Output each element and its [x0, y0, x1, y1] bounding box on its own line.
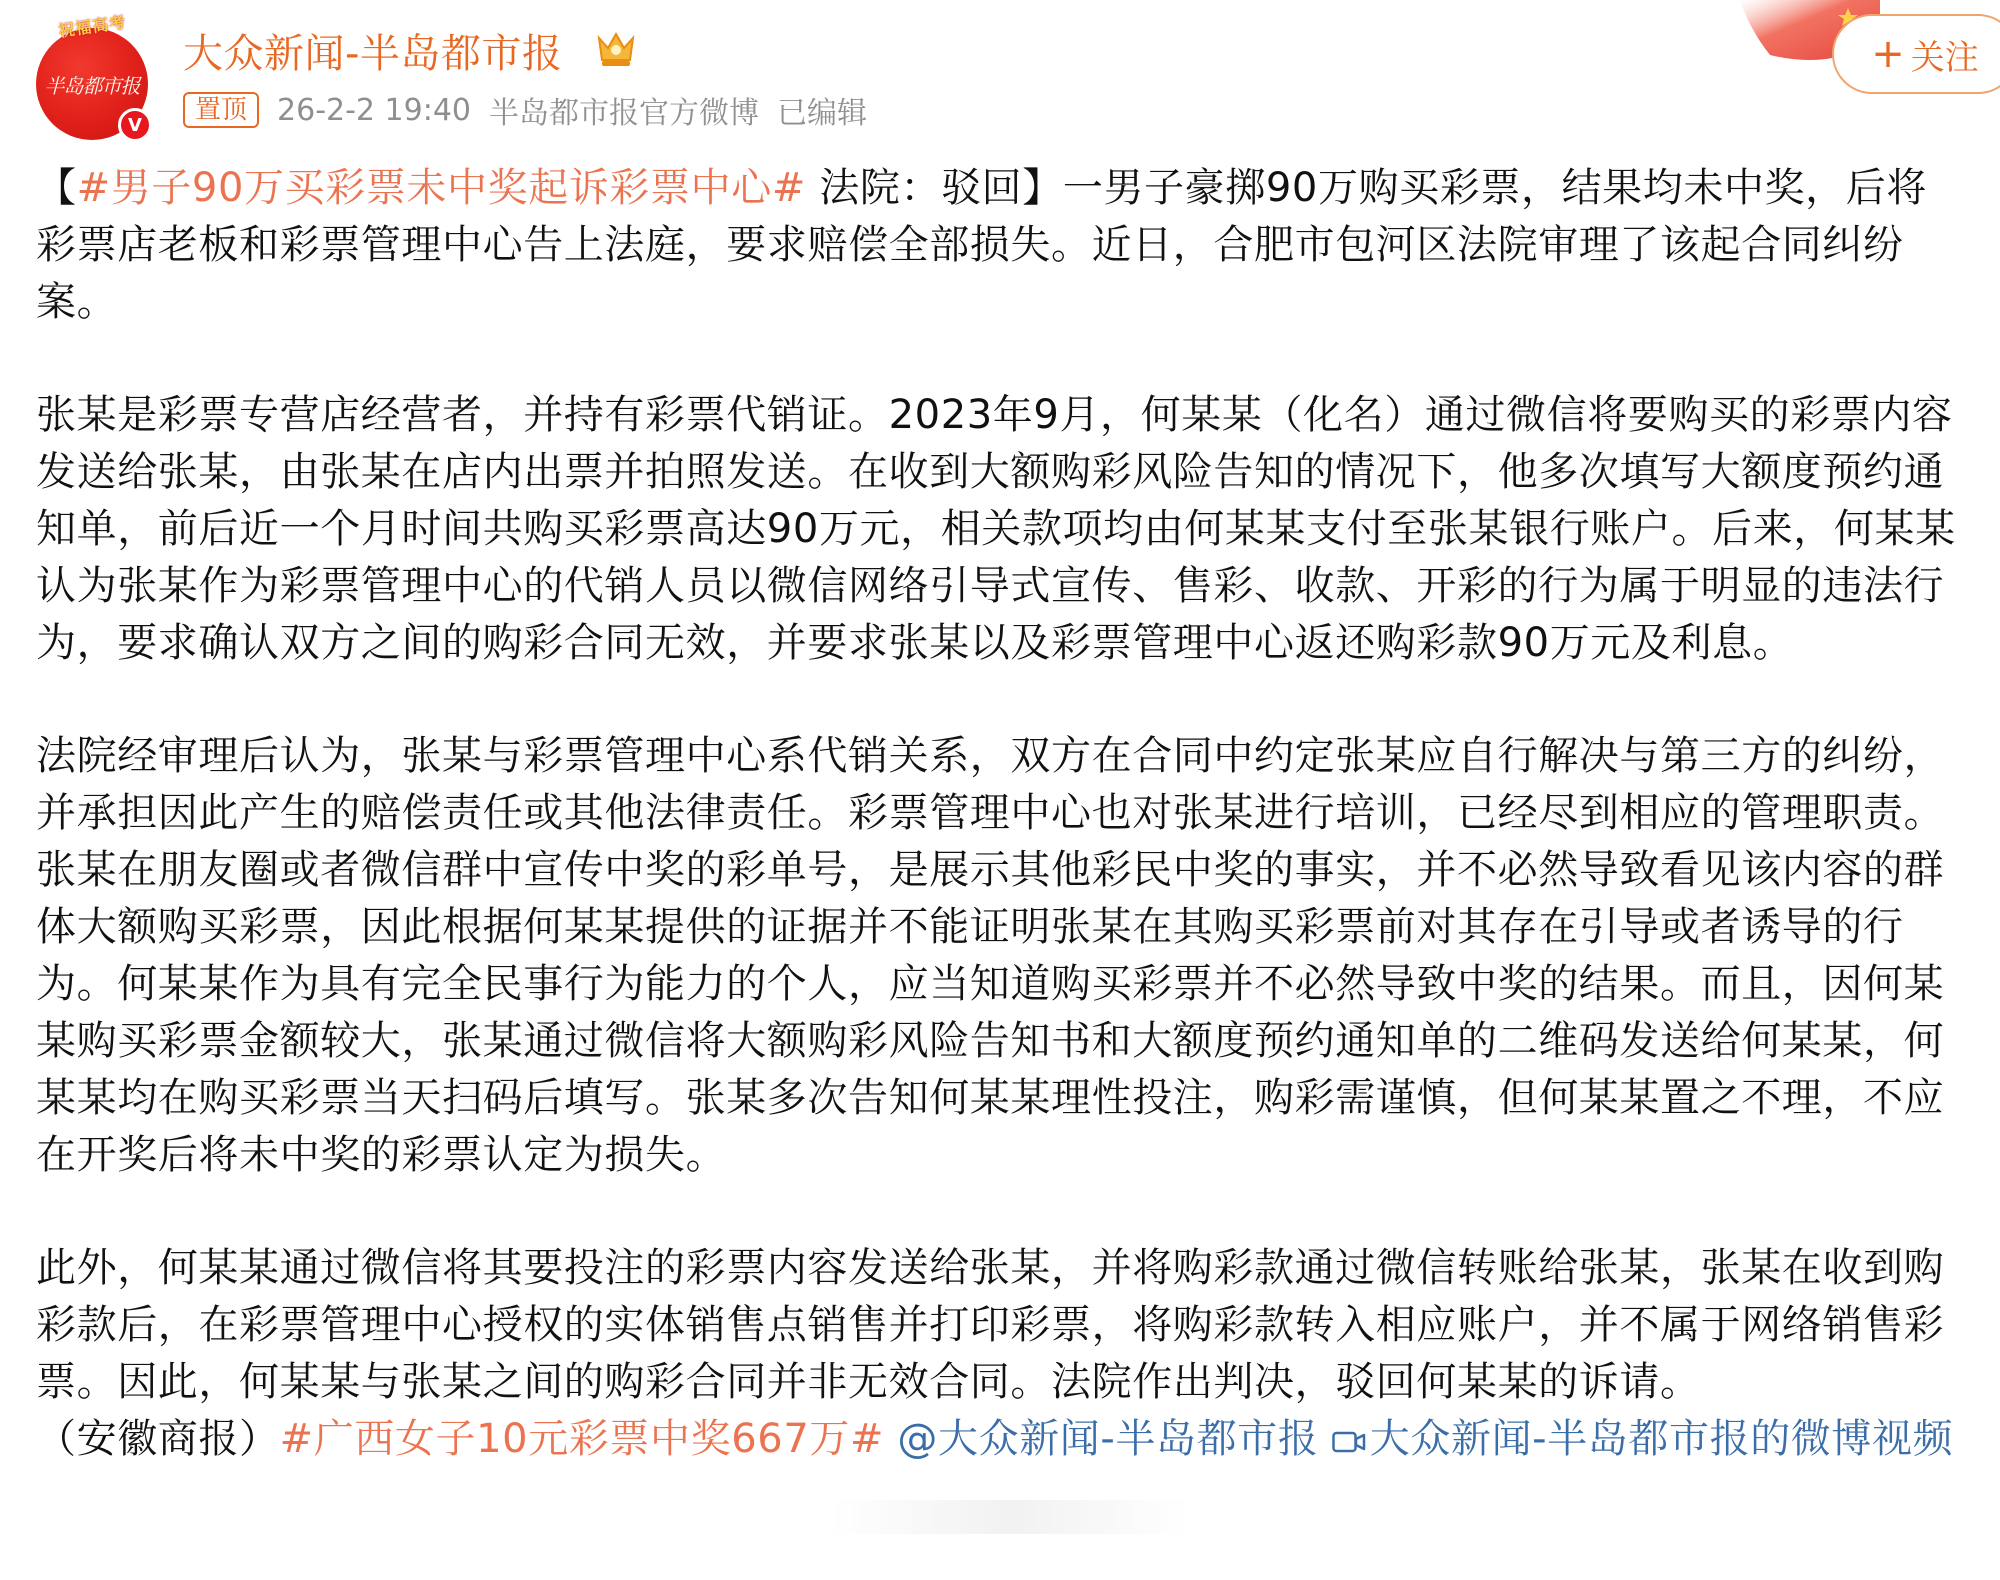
follow-button-label: 关注: [1910, 37, 1979, 78]
paragraph-4-text: 此外，何某某通过微信将其要投注的彩票内容发送给张某，并将购彩款通过微信转账给张某，张某在收到购彩款后，在彩票管理中心授权的实体销售点销售并打印彩票，将购彩款转入相应账户，并不属于网络销售彩票。因此，何某某与张某之间的购彩合同并非无效合同。法院作出判决，驳回何某某的诉请。: [36, 1245, 1945, 1405]
related-topic-link[interactable]: #广西女子10元彩票中奖667万#: [279, 1416, 885, 1462]
plus-icon: +: [1871, 31, 1905, 77]
follow-button[interactable]: [1832, 14, 2000, 94]
avatar-text: 半岛都市报: [44, 73, 140, 98]
avatar[interactable]: [30, 14, 158, 134]
video-link-label: 大众新闻-半岛都市报的微博视频: [1369, 1416, 1954, 1462]
video-link[interactable]: [1332, 1416, 1953, 1462]
paragraph-1-text: 一男子豪掷90万购买彩票，结果均未中奖，后将彩票店老板和彩票管理中心告上法庭，要求赔偿全部损失。近日，合肥市包河区法院审理了该起合同纠纷案。: [36, 165, 1927, 325]
pinned-tag: 置顶: [183, 92, 259, 128]
paragraph-4: [36, 1240, 1964, 1468]
paragraph-2: 张某是彩票专营店经营者，并持有彩票代销证。2023年9月，何某某（化名）通过微信将要购买的彩票内容发送给张某，由张某在店内出票并拍照发送。在收到大额购彩风险告知的情况下，他多次填写大额度预约通知单，前后近一个月时间共购买彩票高达90万元，相关款项均由何某某支付至张某银行账户。后来，何某某认为张某作为彩票管理中心的代销人员以微信网络引导式宣传、售彩、收款、开彩的行为属于明显的违法行为，要求确认双方之间的购彩合同无效，并要求张某以及彩票管理中心返还购彩款90万元及利息。: [36, 392, 1956, 666]
headline-rest: 法院：驳回】: [805, 165, 1063, 211]
verified-icon: V: [118, 108, 152, 142]
topic-link[interactable]: #男子90万买彩票未中奖起诉彩票中心#: [76, 165, 806, 211]
avatar-ribbon: 祝福高考: [57, 12, 128, 41]
post-meta: [183, 90, 867, 130]
post-source: 半岛都市报官方微博: [489, 96, 760, 131]
source-credit: （安徽商报）: [36, 1416, 280, 1462]
paragraph-1: [36, 160, 1964, 331]
vip-crown-icon: [593, 28, 639, 70]
edited-label[interactable]: 已编辑: [777, 96, 868, 131]
headline-open-bracket: 【: [36, 165, 77, 211]
post-content: [36, 160, 1964, 1468]
paragraph-3: 法院经审理后认为，张某与彩票管理中心系代销关系，双方在合同中约定张某应自行解决与第三方的纠纷，并承担因此产生的赔偿责任或其他法律责任。彩票管理中心也对张某进行培训，已经尽到相应的管理职责。张某在朋友圈或者微信群中宣传中奖的彩单号，是展示其他彩民中奖的事实，并不必然导致看见该内容的群体大额购买彩票，因此根据何某某提供的证据并不能证明张某在其购买彩票前对其存在引导或者诱导的行为。何某某作为具有完全民事行为能力的个人，应当知道购买彩票并不必然导致中奖的结果。而且，因何某某购买彩票金额较大，张某通过微信将大额购彩风险告知书和大额度预约通知单的二维码发送给何某某，何某某均在购买彩票当天扫码后填写。张某多次告知何某某理性投注，购彩需谨慎，但何某某置之不理，不应在开奖后将未中奖的彩票认定为损失。: [36, 733, 1945, 1178]
post-timestamp[interactable]: 26-2-2 19:40: [277, 92, 472, 128]
author-mention-link[interactable]: @大众新闻-半岛都市报: [884, 1416, 1332, 1462]
video-camera-icon: [1332, 1430, 1366, 1454]
author-name[interactable]: 大众新闻-半岛都市报: [183, 31, 563, 77]
blur-overlay: [830, 1500, 1190, 1534]
